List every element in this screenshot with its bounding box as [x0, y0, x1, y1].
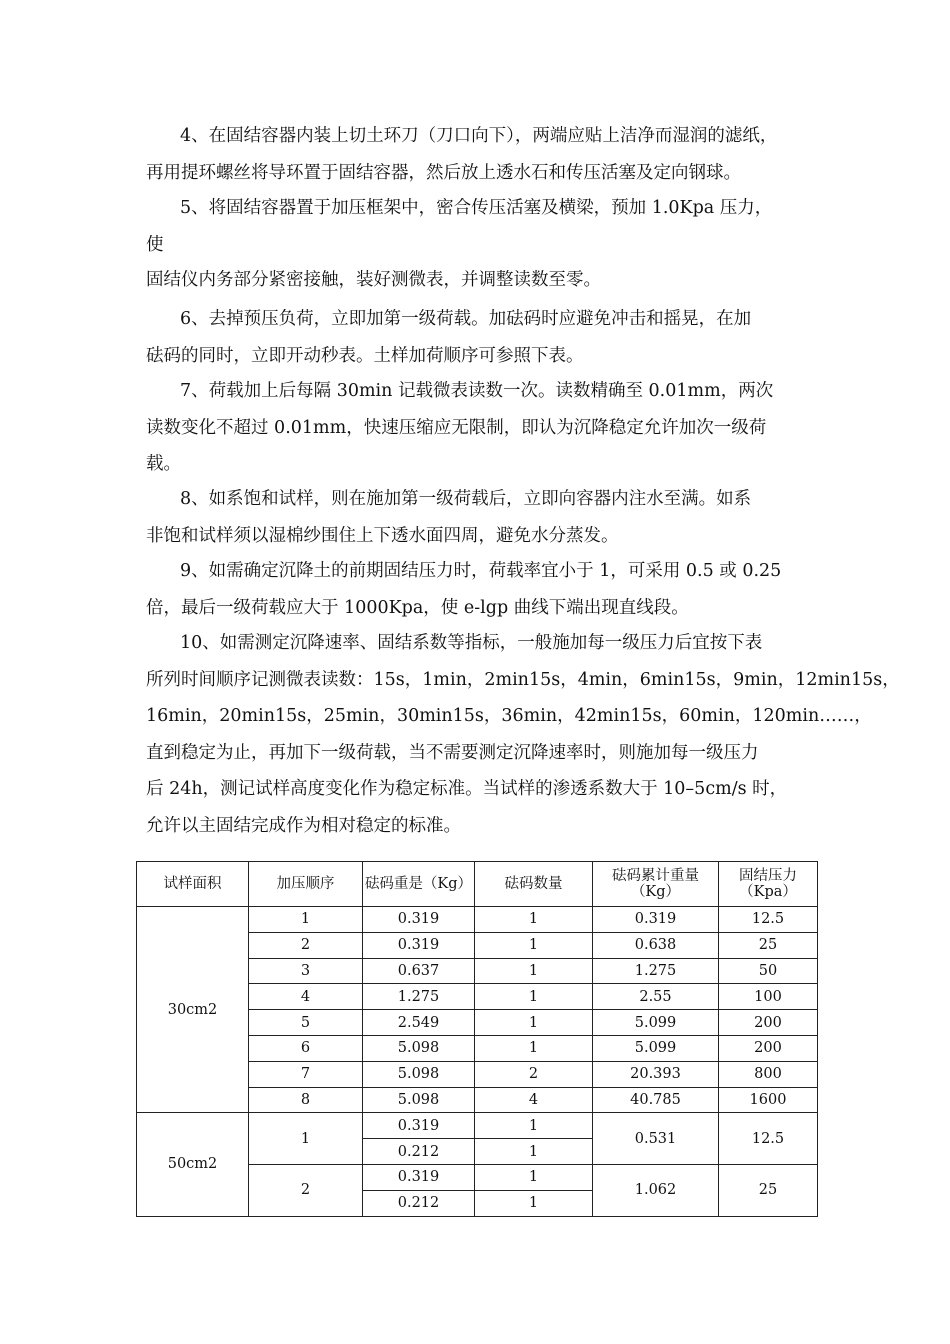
cell-weight-count: 1: [475, 1164, 593, 1190]
text-line: 5、将固结容器置于加压框架中，密合传压活塞及横梁，预加 1.0Kpa 压力，: [180, 198, 773, 218]
cell-cumulative-weight: 0.638: [593, 932, 719, 958]
text-line: 8、如系饱和试样，则在施加第一级荷载后，立即向容器内注水至满。如系: [180, 489, 752, 509]
cell-load-order: 3: [249, 958, 363, 984]
cell-sample-area: 30cm2: [137, 907, 249, 1113]
cell-weight-count: 1: [475, 1139, 593, 1165]
cell-load-order: 1: [249, 1113, 363, 1165]
header-weight-mass: 砝码重是（Kg）: [363, 862, 475, 907]
header-weight-count: 砝码数量: [475, 862, 593, 907]
cell-pressure: 200: [719, 1010, 818, 1036]
text-line: 倍，最后一级荷载应大于 1000Kpa，使 e-lgp 曲线下端出现直线段。: [146, 597, 689, 618]
header-sample-area: 试样面积: [137, 862, 249, 907]
cell-load-order: 5: [249, 1010, 363, 1036]
cell-weight-count: 1: [475, 1010, 593, 1036]
text-line: 再用提环螺丝将导环置于固结容器，然后放上透水石和传压活塞及定向钢球。: [146, 162, 741, 183]
cell-pressure: 12.5: [719, 1113, 818, 1165]
cell-weight-count: 1: [475, 1190, 593, 1216]
paragraph: [146, 118, 806, 191]
cell-pressure: 25: [719, 932, 818, 958]
header-consolidation-pressure: 固结压力（Kpa）: [719, 862, 818, 907]
paragraph: [146, 481, 806, 554]
cell-weight-mass: 0.212: [363, 1190, 475, 1216]
cell-cumulative-weight: 40.785: [593, 1087, 719, 1113]
cell-pressure: 12.5: [719, 907, 818, 933]
cell-weight-count: 1: [475, 984, 593, 1010]
text-line: 砝码的同时，立即开动秒表。土样加荷顺序可参照下表。: [146, 345, 584, 366]
cell-cumulative-weight: 1.275: [593, 958, 719, 984]
paragraph: [146, 553, 806, 626]
text-line: 允许以主固结完成作为相对稳定的标准。: [146, 815, 461, 836]
cell-weight-mass: 0.319: [363, 932, 475, 958]
cell-cumulative-weight: 1.062: [593, 1164, 719, 1216]
text-line: 直到稳定为止，再加下一级荷载，当不需要测定沉降速率时，则施加每一级压力: [146, 742, 759, 763]
cell-weight-mass: 0.319: [363, 1164, 475, 1190]
cell-cumulative-weight: 5.099: [593, 1010, 719, 1036]
cell-weight-count: 1: [475, 1035, 593, 1061]
cell-load-order: 2: [249, 1164, 363, 1216]
cell-load-order: 8: [249, 1087, 363, 1113]
paragraph: [146, 373, 806, 483]
cell-weight-mass: 2.549: [363, 1010, 475, 1036]
cell-pressure: 200: [719, 1035, 818, 1061]
text-line: 9、如需确定沉降土的前期固结压力时，荷载率宜小于 1，可采用 0.5 或 0.25: [180, 561, 782, 581]
text-line: 固结仪内务部分紧密接触，装好测微表，并调整读数至零。: [146, 270, 601, 290]
cell-weight-count: 1: [475, 932, 593, 958]
cell-sample-area: 50cm2: [137, 1113, 249, 1216]
cell-pressure: 100: [719, 984, 818, 1010]
paragraph: [146, 625, 900, 844]
header-load-order: 加压顺序: [249, 862, 363, 907]
cell-weight-mass: 5.098: [363, 1087, 475, 1113]
cell-pressure: 800: [719, 1061, 818, 1087]
text-line: 16min，20min15s，25min，30min15s，36min，42min15s，60min，120min……，: [146, 706, 872, 726]
loading-sequence-table: [136, 861, 818, 1217]
header-cumulative-weight: 砝码累计重量（Kg）: [593, 862, 719, 907]
cell-cumulative-weight: 20.393: [593, 1061, 719, 1087]
cell-pressure: 50: [719, 958, 818, 984]
table-row: [137, 1113, 818, 1139]
cell-weight-count: 1: [475, 1113, 593, 1139]
text-line: 非饱和试样须以湿棉纱围住上下透水面四周，避免水分蒸发。: [146, 525, 619, 546]
paragraph: [146, 190, 806, 263]
cell-weight-count: 1: [475, 907, 593, 933]
text-line: 后 24h，测记试样高度变化作为稳定标准。当试样的渗透系数大于 10–5cm/s 时，: [146, 779, 788, 799]
cell-weight-mass: 5.098: [363, 1035, 475, 1061]
cell-load-order: 7: [249, 1061, 363, 1087]
paragraph: [146, 301, 806, 374]
text-line: 所列时间顺序记测微表读数：15s，1min，2min15s，4min，6min15s，9min，12min15s，: [146, 669, 900, 690]
cell-cumulative-weight: 2.55: [593, 984, 719, 1010]
text-line: 7、荷载加上后每隔 30min 记载微表读数一次。读数精确至 0.01mm，两次: [180, 381, 774, 401]
cell-weight-mass: 0.637: [363, 958, 475, 984]
cell-pressure: 1600: [719, 1087, 818, 1113]
cell-weight-mass: 0.212: [363, 1139, 475, 1165]
cell-weight-mass: 5.098: [363, 1061, 475, 1087]
cell-cumulative-weight: 5.099: [593, 1035, 719, 1061]
cell-weight-count: 2: [475, 1061, 593, 1087]
cell-weight-mass: 0.319: [363, 1113, 475, 1139]
cell-load-order: 2: [249, 932, 363, 958]
table-row: [137, 907, 818, 933]
text-line: 6、去掉预压负荷，立即加第一级荷载。加砝码时应避免冲击和摇晃，在加: [180, 309, 752, 329]
paragraph: [146, 262, 806, 299]
cell-load-order: 1: [249, 907, 363, 933]
table-header-row: [137, 862, 818, 907]
cell-weight-mass: 0.319: [363, 907, 475, 933]
text-line: 10、如需测定沉降速率、固结系数等指标，一般施加每一级压力后宜按下表: [180, 633, 763, 653]
cell-weight-count: 4: [475, 1087, 593, 1113]
cell-cumulative-weight: 0.319: [593, 907, 719, 933]
cell-load-order: 4: [249, 984, 363, 1010]
cell-cumulative-weight: 0.531: [593, 1113, 719, 1165]
text-line: 使: [146, 234, 164, 255]
text-line: 4、在固结容器内装上切土环刀（刀口向下），两端应贴上洁净而湿润的滤纸，: [180, 126, 778, 146]
cell-weight-count: 1: [475, 958, 593, 984]
cell-pressure: 25: [719, 1164, 818, 1216]
cell-weight-mass: 1.275: [363, 984, 475, 1010]
cell-load-order: 6: [249, 1035, 363, 1061]
text-line: 读数变化不超过 0.01mm，快速压缩应无限制，即认为沉降稳定允许加次一级荷: [146, 417, 767, 438]
text-line: 载。: [146, 454, 181, 474]
